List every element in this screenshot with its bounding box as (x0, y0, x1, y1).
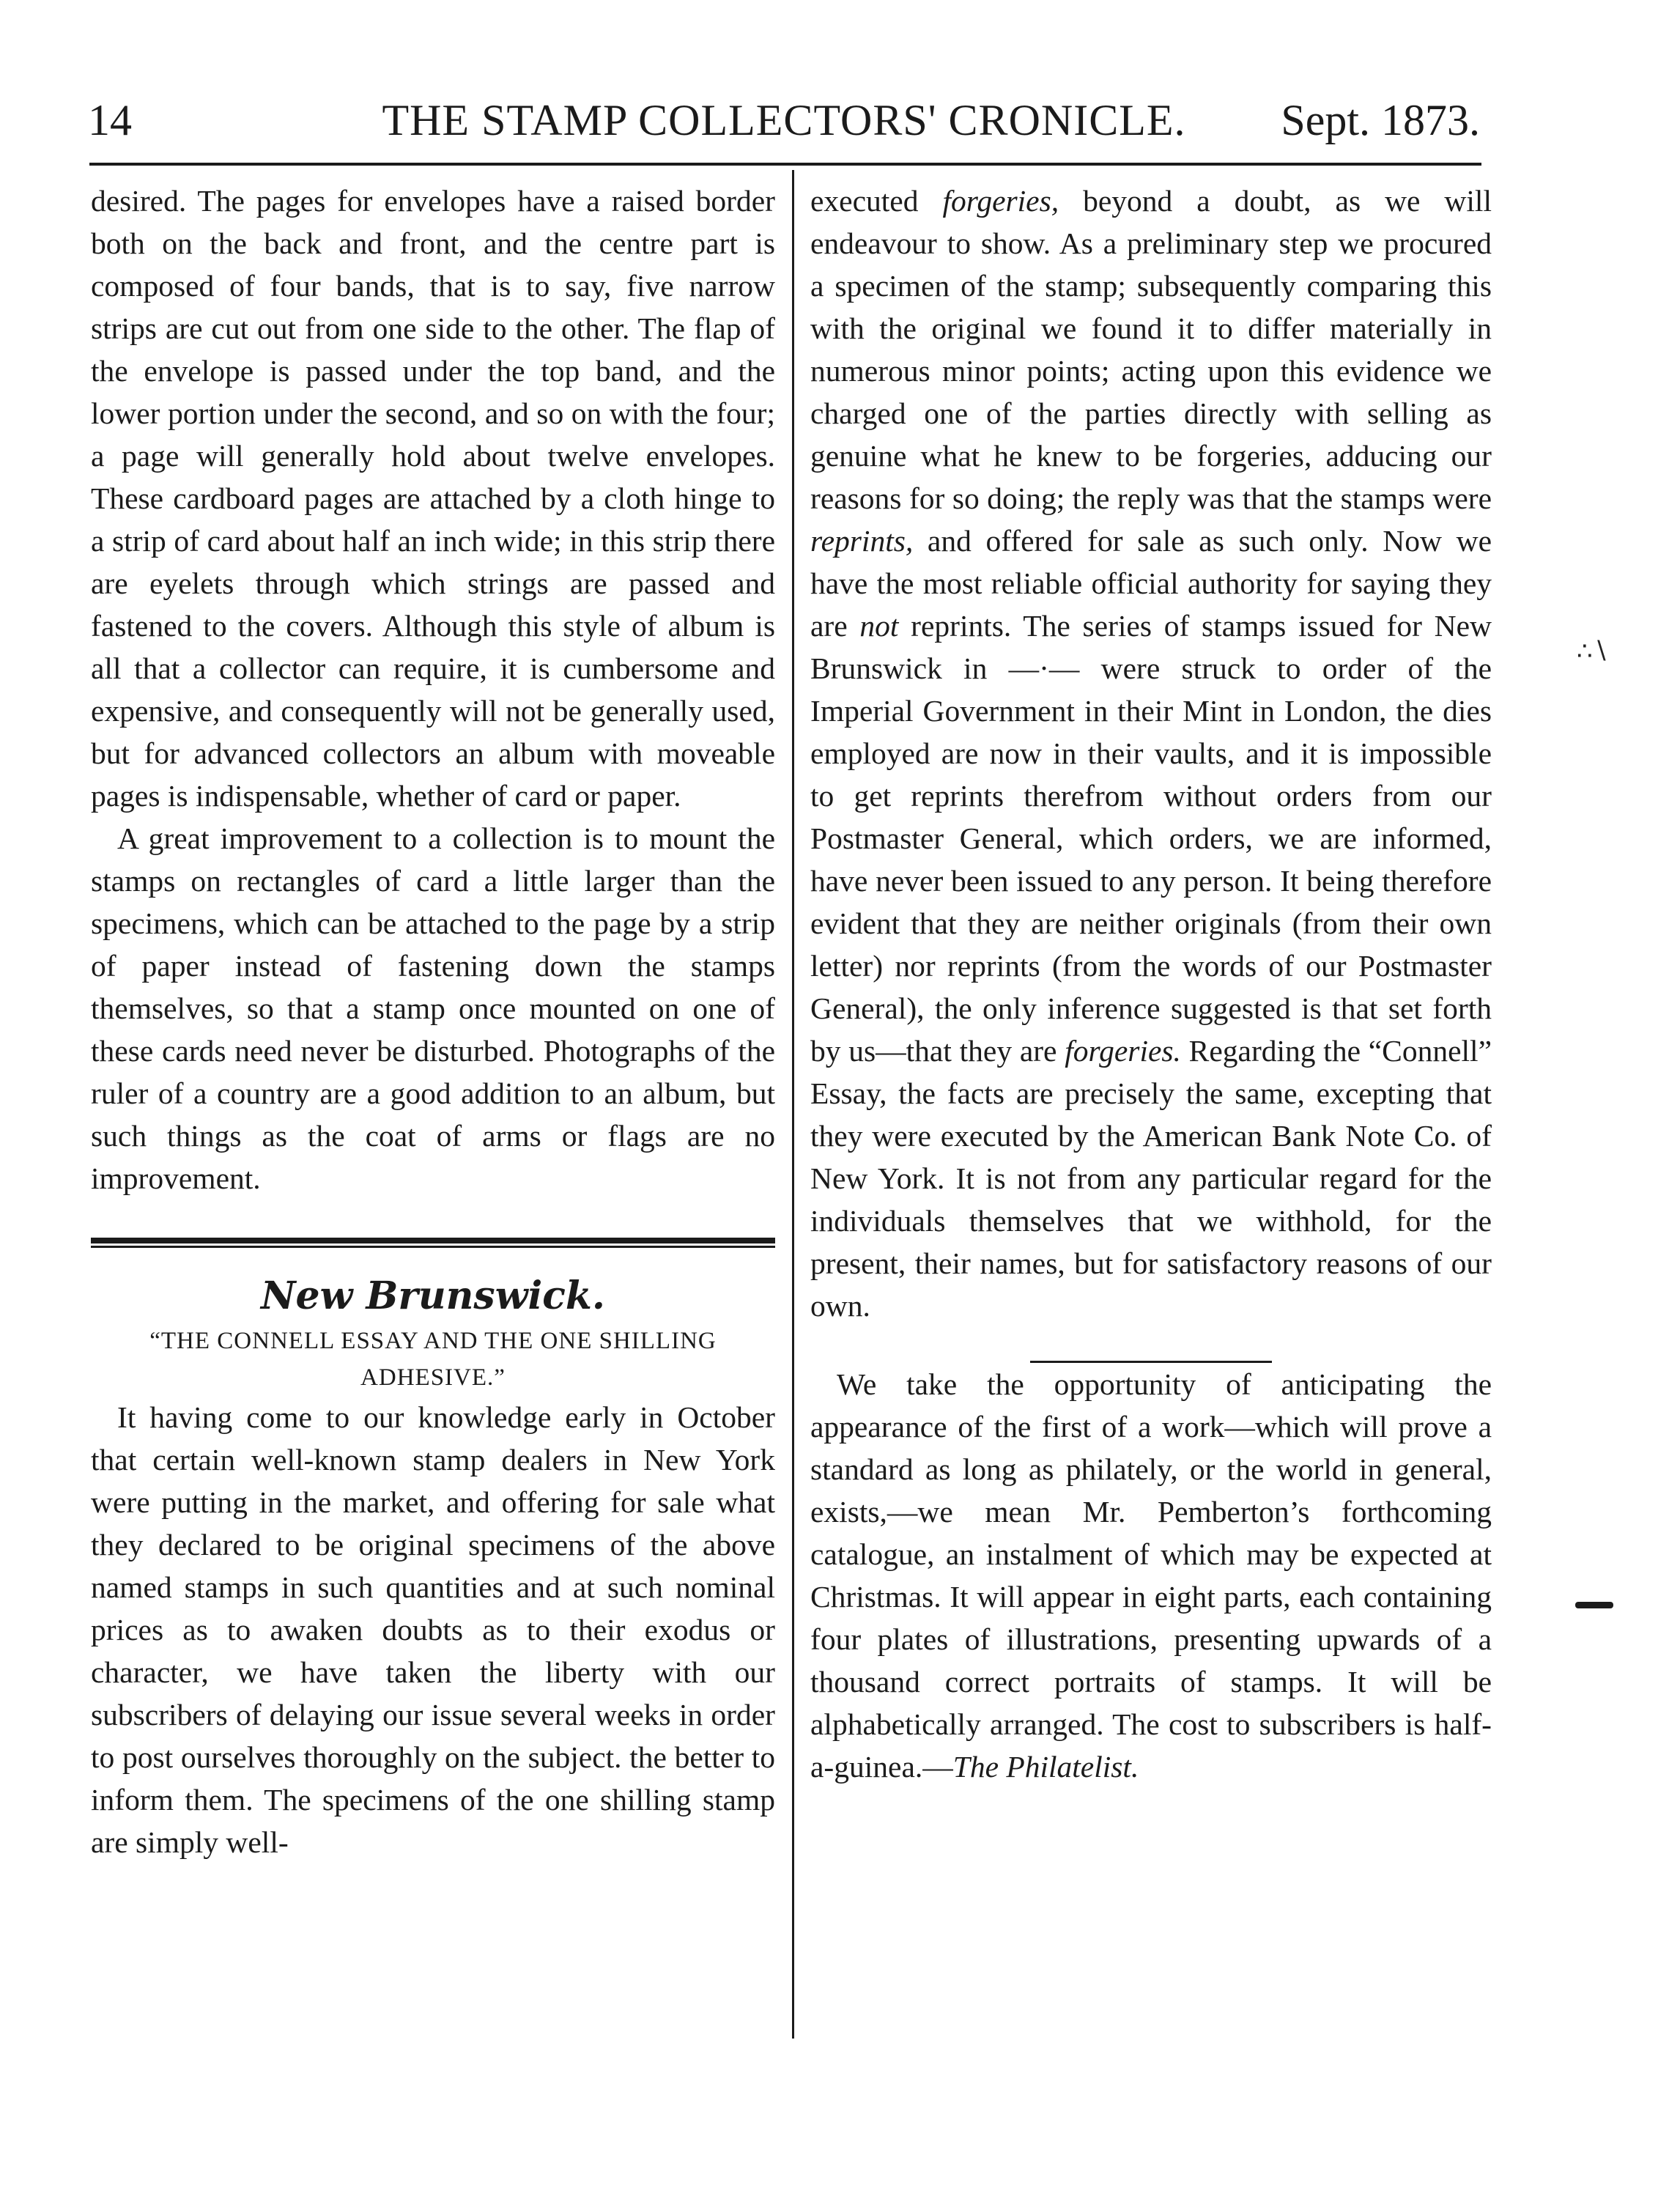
mounting-paragraph: A great improvement to a collection is to mount the stamps on rectangles of card a little larger than the specimens, which can be attached to the page by a strip of paper instead of fastening down the stamps themselves, so that a stamp once mounted on one of these cards need never be disturbed. Photographs of the ruler of a country are a good addition to an album, but such things as the coat of arms or flags are no improvement. (91, 821, 775, 1195)
text-run: Regarding the “Connell” Essay, the facts are precisely the same, excepting that they were executed by the American Bank Note Co. of New York. It is not from any particular regard for the individuals themselves that we withhold, for the present, their names, but for satisfactory reasons of our own. (810, 1034, 1492, 1323)
text-run: and offered for sale as such only. Now we have the most reliable official authority for saying they are (810, 524, 1492, 643)
forgeries-paragraph (810, 180, 1492, 1327)
text-run: beyond a doubt, as we will endeavour to show. As a preliminary step we procured a specimen of the stamp; subsequently comparing this with the original we found it to differ materially in numerous minor points; acting upon this evidence we charged one of the parties directly with selling as genuine what he knew to be forgeries, adducing our reasons for so doing; the reply was that the stamps were (810, 184, 1492, 515)
margin-dash (1575, 1602, 1613, 1608)
section-divider (91, 1238, 775, 1248)
italic-not: not (859, 609, 899, 643)
album-pages-paragraph: desired. The pages for envelopes have a raised border both on the back and front, and the centre part is composed of four bands, that is to say, five narrow strips are cut out from one side to the other. The flap of the envelope is passed under the top band, and the lower portion under the second, and so on with the four; a page will generally hold about twelve envelopes. These cardboard pages are attached by a cloth hinge to a strip of card about half an inch wide; in this strip there are eyelets through which strings are passed and fastened to the covers. Although this style of album is all that a collector can require, it is cumbersome and expensive, and consequently will not be generally used, but for advanced collectors an album with moveable pages is indispensable, whether of card or paper. (91, 184, 775, 813)
section-subtitle: “THE CONNELL ESSAY AND THE ONE SHILLING ADHESIVE.” (149, 1328, 717, 1391)
margin-mark: ∴∖ (1577, 638, 1609, 665)
text-run: reprints. The series of stamps issued for New Brunswick in —·— were struck to order of the Imperial Government in their Mint in London, the dies employed are now in their vaults, and it is impossible to get reprints therefrom without orders from our Postmaster General, which orders, we are informed, have never been issued to any person. It being therefore evident that they are neither originals (from their own letter) nor reprints (from the words of our Postmaster General), the only inference suggested is that set forth by us—that they are (810, 609, 1492, 1068)
italic-forgeries: forgeries. (1065, 1034, 1181, 1068)
right-column (810, 180, 1492, 1788)
column-divider (792, 170, 794, 2039)
italic-reprints: reprints, (810, 524, 914, 558)
page-number: 14 (88, 96, 132, 144)
connell-essay-paragraph: It having come to our knowledge early in October that certain well-known stamp dealers in New York were putting in the market, and offering for sale what they declared to be original specimens of the above named stamps in such quantities and at such nominal prices as to awaken doubts as to their exodus or character, we have taken the liberty with our subscribers of delaying our issue several weeks in order to post ourselves thoroughly on the subject. the better to inform them. The specimens of the one shilling stamp are simply well- (91, 1400, 775, 1859)
italic-forgeries: forgeries, (942, 184, 1059, 218)
text-run: executed (810, 184, 943, 218)
section-title: New Brunswick. (260, 1274, 606, 1318)
source-attribution: The Philatelist. (952, 1750, 1139, 1784)
text-run: We take the opportunity of anticipating the appearance of the first of a work—which will prove a standard as long as philately, or the world in general, exists,—we mean Mr. Pemberton’s forthcoming catalogue, an instalment of which may be expected at Christmas. It will appear in eight parts, each containing four plates of illustrations, presenting upwards of a thousand correct portraits of stamps. It will be alphabetically arranged. The cost to subscribers is half-a-guinea.— (810, 1367, 1492, 1784)
issue-date: Sept. 1873. (1281, 96, 1480, 144)
catalogue-paragraph (810, 1363, 1492, 1788)
left-column (91, 180, 775, 1863)
page-header (88, 86, 1480, 154)
journal-title: THE STAMP COLLECTORS' CRONICLE. (382, 96, 1186, 144)
header-rule (89, 163, 1481, 166)
